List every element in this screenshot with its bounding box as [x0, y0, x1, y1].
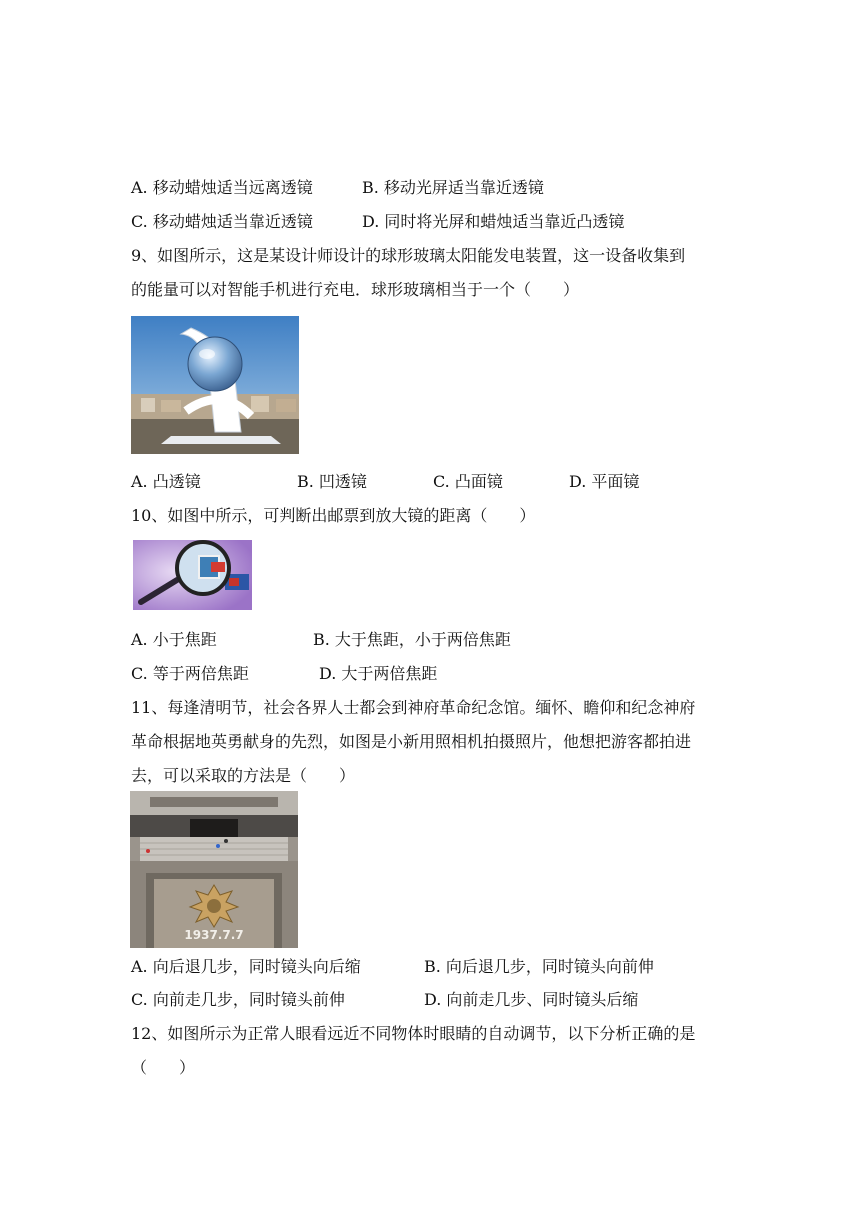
- q9-stem-line1: 9、如图所示，这是某设计师设计的球形玻璃太阳能发电装置，这一设备收集到: [131, 246, 686, 265]
- q9-option-a: A. 凸透镜: [131, 472, 201, 491]
- q8-option-d: D. 同时将光屏和蜡烛适当靠近凸透镜: [362, 212, 625, 231]
- solar-sphere-photo: [131, 316, 299, 454]
- q11-option-c: C. 向前走几步，同时镜头前伸: [131, 990, 345, 1009]
- q10-option-a: A. 小于焦距: [131, 630, 217, 649]
- magnifier-stamp-photo: [133, 540, 252, 610]
- q11-stem-line2: 革命根据地英勇献身的先烈，如图是小新用照相机拍摄照片，他想把游客都拍进: [131, 732, 692, 751]
- q11-stem-line3: 去，可以采取的方法是（ ）: [131, 766, 356, 785]
- q10-option-c: C. 等于两倍焦距: [131, 664, 249, 683]
- q9-option-d: D. 平面镜: [569, 472, 640, 491]
- q12-stem-line2: （ ）: [131, 1058, 196, 1077]
- q11-option-d: D. 向前走几步、同时镜头后缩: [424, 990, 639, 1009]
- q9-option-b: B. 凹透镜: [297, 472, 367, 491]
- q11-option-a: A. 向后退几步，同时镜头向后缩: [131, 957, 361, 976]
- q10-option-b: B. 大于焦距，小于两倍焦距: [313, 630, 511, 649]
- q10-option-d: D. 大于两倍焦距: [319, 664, 438, 683]
- q9-option-c: C. 凸面镜: [433, 472, 503, 491]
- q12-stem-line1: 12、如图所示为正常人眼看远近不同物体时眼睛的自动调节，以下分析正确的是: [131, 1024, 696, 1043]
- memorial-hall-photo: [130, 791, 298, 948]
- q11-stem-line1: 11、每逢清明节，社会各界人士都会到神府革命纪念馆。缅怀、瞻仰和纪念神府: [131, 698, 696, 717]
- q8-option-a: A. 移动蜡烛适当远离透镜: [131, 178, 313, 197]
- q8-option-b: B. 移动光屏适当靠近透镜: [362, 178, 544, 197]
- q8-option-c: C. 移动蜡烛适当靠近透镜: [131, 212, 313, 231]
- q10-stem-line1: 10、如图中所示，可判断出邮票到放大镜的距离（ ）: [131, 506, 536, 525]
- q11-option-b: B. 向后退几步，同时镜头向前伸: [424, 957, 654, 976]
- q9-stem-line2: 的能量可以对智能手机进行充电．球形玻璃相当于一个（ ）: [131, 280, 580, 299]
- memorial-date-text: 1937.7.7: [184, 928, 244, 942]
